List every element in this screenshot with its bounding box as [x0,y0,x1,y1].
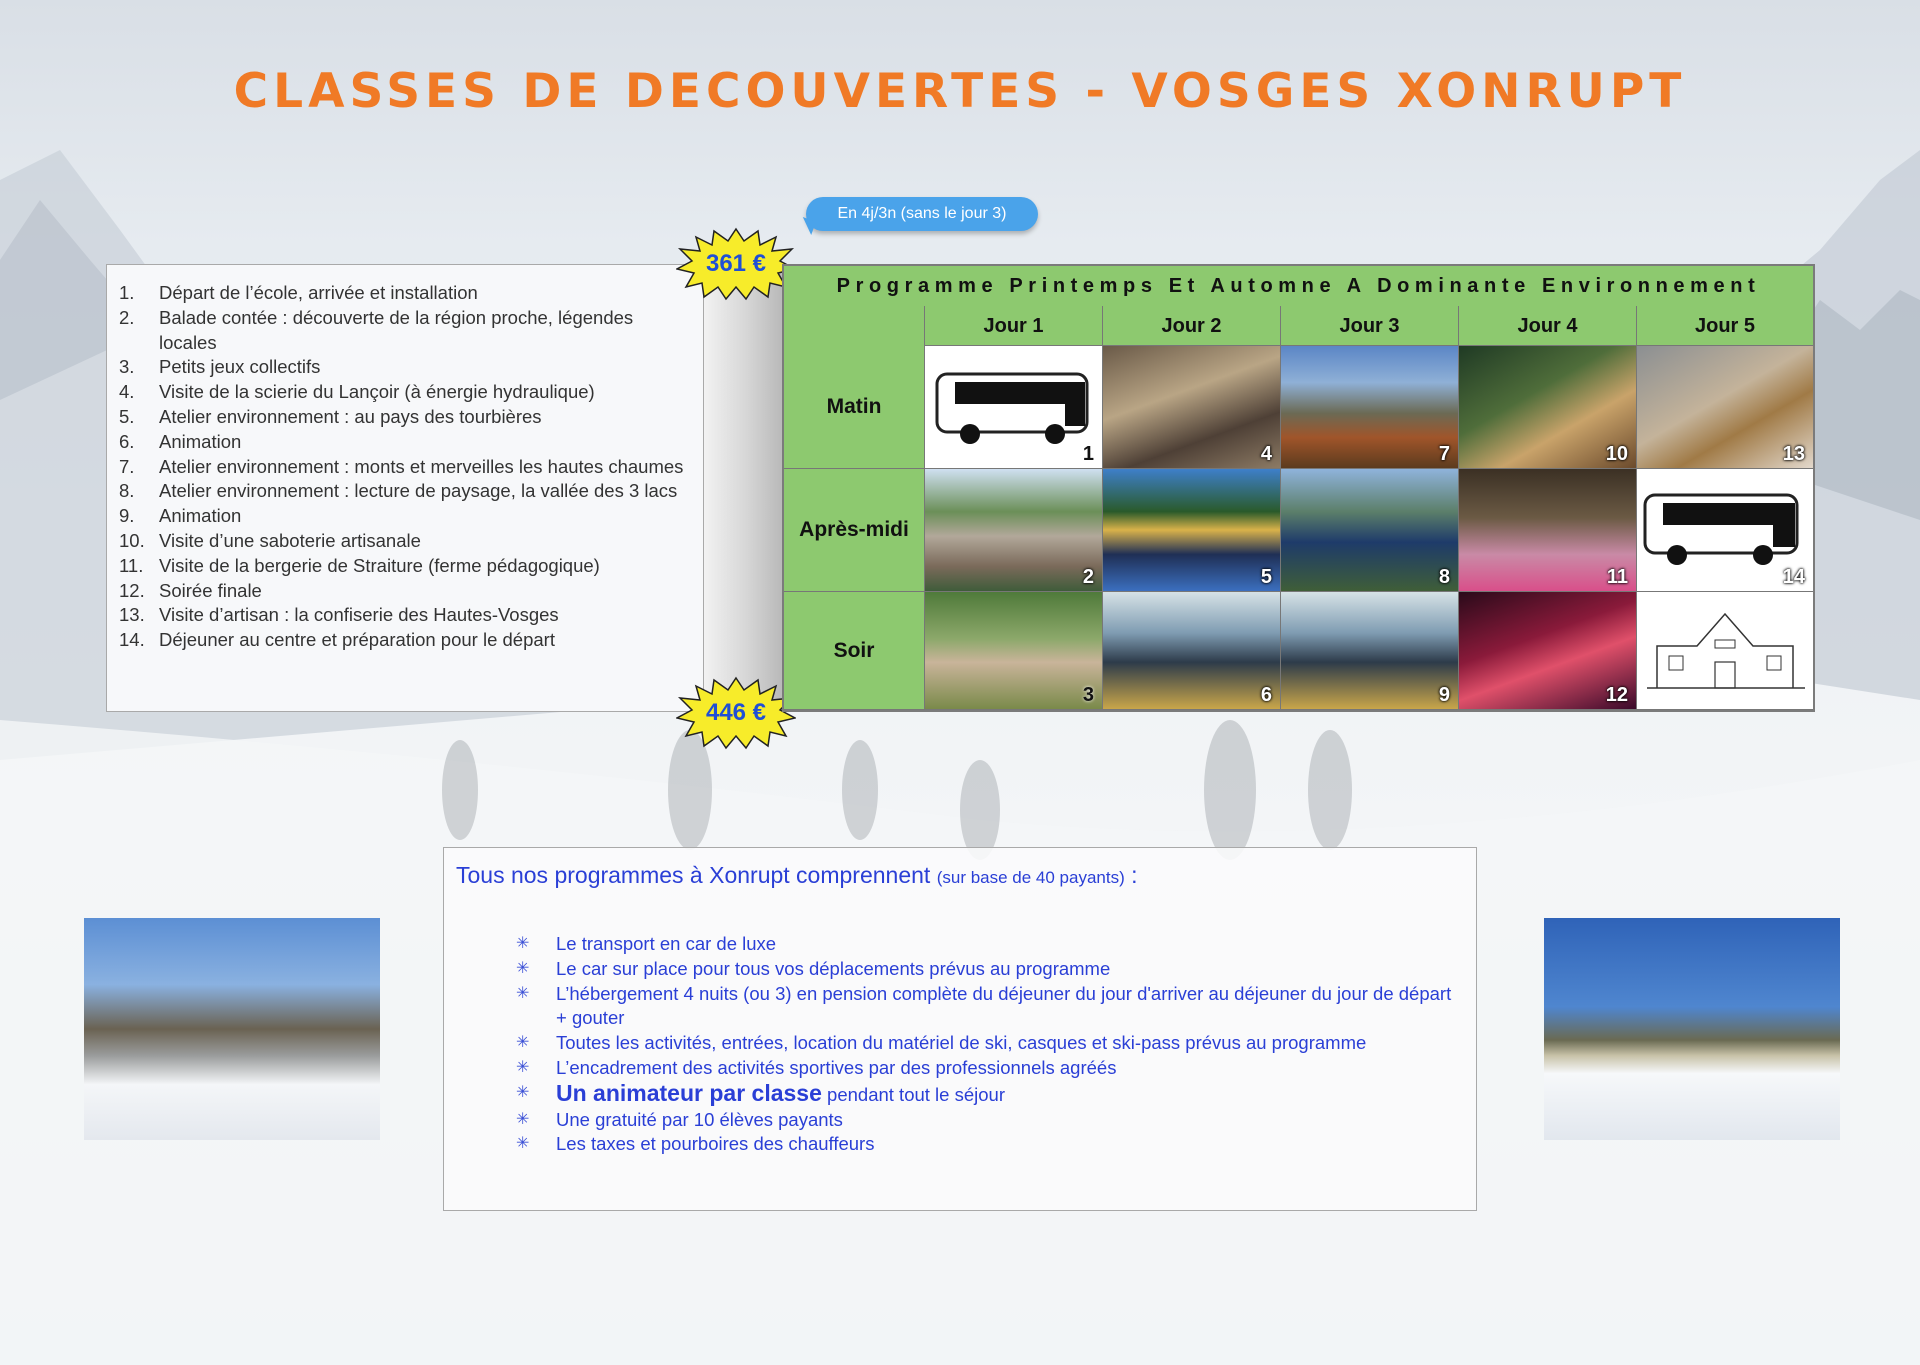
list-item [516,1081,1456,1108]
item-number: 9. [119,505,135,527]
asterisk-icon: ✳ [516,959,530,977]
day-header: Jour 1 [924,306,1102,346]
item-text: Visite de la bergerie de Straiture (ferme pédagogique) [159,554,600,576]
building-sketch-icon [1637,592,1813,710]
activity-number: 11 [1606,566,1628,588]
item-number: 11. [119,554,144,576]
item-number: 2. [119,306,135,328]
list-item [119,281,685,306]
price-badge-short [676,227,796,301]
price-short: 361 € [705,250,767,277]
list-item [119,405,685,430]
list-item [119,554,685,579]
chalet-photo-left [84,918,380,1140]
item-text: Une gratuité par 10 élèves payants [556,1108,843,1130]
activity-number: 10 [1605,443,1628,465]
item-number: 8. [119,480,135,502]
program-title: Programme Printemps Et Automne A Dominante Environnement [784,266,1813,307]
item-text: Animation [159,505,242,527]
activity-number: 3 [1082,684,1094,706]
item-text: Le car sur place pour tous vos déplacements prévus au programme [556,957,1111,979]
heading-colon: : [1124,862,1138,888]
activity-number: 7 [1438,443,1450,465]
item-text: Visite d’une saboterie artisanale [159,529,421,551]
price-full: 446 € [705,699,767,726]
asterisk-icon: ✳ [516,1135,530,1153]
item-text: Balade contée : découverte de la région proche, légendes locales [159,306,634,353]
activity-number: 8 [1438,566,1450,588]
item-text: Le transport en car de luxe [556,933,777,954]
list-item [516,957,1456,982]
activity-number: 12 [1605,684,1628,706]
day-header: Jour 2 [1102,306,1280,346]
activity-cell-photo [924,469,1102,592]
period-header: Après-midi [784,469,924,592]
item-text: Déjeuner au centre et préparation pour le départ [159,629,555,651]
item-text: L’hébergement 4 nuits (ou 3) en pension complète du déjeuner du jour d'arriver au déjeuner du jour de départ + gouter [556,982,1452,1029]
bus-icon [925,346,1102,469]
bubble-text: En 4j/3n (sans le jour 3) [837,205,1007,222]
list-item [516,1056,1456,1081]
activity-cell [1636,592,1813,710]
list-item [516,932,1456,957]
item-number: 4. [119,381,135,403]
item-number: 6. [119,430,135,452]
asterisk-icon: ✳ [516,935,530,952]
item-text: Atelier environnement : monts et merveilles les hautes chaumes [159,455,684,477]
item-text: pendant tout le séjour [821,1083,1005,1105]
list-item [516,1031,1456,1056]
activity-list [107,265,703,653]
day-header: Jour 5 [1636,306,1813,346]
day-header: Jour 4 [1458,306,1636,346]
item-number: 14. [119,629,145,651]
duration-bubble [806,197,1038,231]
asterisk-icon: ✳ [516,1058,530,1076]
item-text: Toutes les activités, entrées, location du matériel de ski, casques et ski-pass prévus au programme [556,1032,1367,1054]
chalet-photo-right [1544,918,1840,1140]
list-item [119,455,685,480]
activity-number: 13 [1782,443,1805,465]
list-item [119,430,685,455]
program-table [782,264,1815,712]
item-text: L’encadrement des activités sportives par des professionnels agréés [556,1056,1117,1078]
activity-cell [924,346,1102,469]
activity-cell-photo [1636,346,1813,469]
item-number: 5. [119,405,135,427]
activity-number: 6 [1260,684,1272,706]
activity-number: 5 [1260,566,1272,588]
asterisk-icon: ✳ [516,1083,530,1101]
activity-cell-photo [1280,346,1458,469]
activity-number: 2 [1082,566,1094,588]
activity-number: 9 [1438,684,1450,706]
included-heading [456,862,1138,889]
asterisk-icon: ✳ [516,1110,530,1128]
activity-cell-photo [1280,469,1458,592]
list-item [119,603,685,628]
item-number: 1. [119,282,135,303]
heading-text: Tous nos programmes à Xonrupt comprennent [456,862,931,888]
item-text: Animation [159,430,242,452]
list-item [119,579,685,604]
list-item [119,504,685,529]
included-services-box [443,847,1477,1211]
activity-cell-photo [1280,592,1458,710]
item-number: 10. [119,529,145,551]
list-item [516,982,1456,1032]
item-number: 13. [119,604,145,626]
period-header: Matin [784,346,924,469]
list-item [516,1108,1456,1133]
included-list [516,932,1456,1157]
activity-cell-photo [1458,469,1636,592]
list-item [119,355,685,380]
list-item [119,628,685,653]
list-item [516,1132,1456,1157]
price-badge-full [676,676,796,750]
activity-number: 14 [1782,566,1805,588]
activity-cell-photo [1102,469,1280,592]
heading-note: (sur base de 40 payants) [936,868,1125,887]
item-text: Visite de la scierie du Lançoir (à énergie hydraulique) [159,381,595,403]
activity-list-panel [106,264,704,712]
item-number: 7. [119,455,135,477]
item-text: Départ de l’école, arrivée et installation [159,282,478,303]
item-text: Soirée finale [159,579,262,601]
day-header: Jour 3 [1280,306,1458,346]
item-text: Les taxes et pourboires des chauffeurs [556,1133,875,1155]
asterisk-icon: ✳ [516,1034,530,1052]
item-text: Petits jeux collectifs [159,356,321,378]
page-title: CLASSES DE DECOUVERTES - VOSGES XONRUPT [233,64,1687,119]
item-text: Visite d’artisan : la confiserie des Hautes-Vosges [159,604,559,626]
asterisk-icon: ✳ [516,984,530,1002]
item-text: Atelier environnement : au pays des tourbières [159,405,542,427]
list-item [119,306,685,356]
item-number: 3. [119,356,135,378]
list-item [119,479,685,504]
list-item [119,380,685,405]
period-header: Soir [784,592,924,710]
activity-number: 4 [1260,443,1272,465]
activity-number: 1 [1082,443,1094,465]
activity-cell-photo [1102,346,1280,469]
activity-cell [1636,469,1813,592]
animateur-highlight: Un animateur par classe [556,1079,822,1106]
item-number: 12. [119,579,145,601]
table-corner [784,306,924,347]
activity-cell-photo [924,592,1102,710]
activity-cell-photo [1458,346,1636,469]
item-text: Atelier environnement : lecture de paysage, la vallée des 3 lacs [159,480,678,502]
activity-cell-photo [1102,592,1280,710]
list-item [119,529,685,554]
activity-cell-photo [1458,592,1636,710]
panel-divider [704,264,782,712]
